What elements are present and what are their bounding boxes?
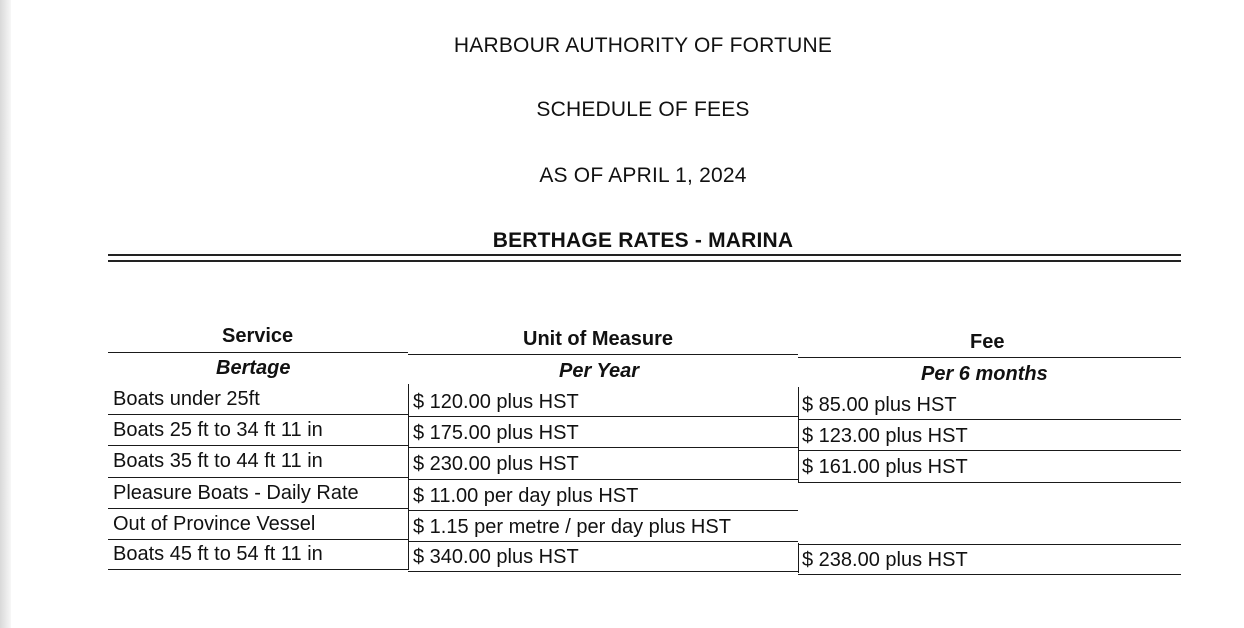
per-year-cell: $ 175.00 plus HST — [413, 422, 579, 444]
row-rule — [798, 482, 1181, 483]
row-rule — [798, 419, 1181, 420]
per-year-cell: $ 1.15 per metre / per day plus HST — [413, 516, 731, 538]
row-rule — [408, 416, 798, 417]
row-rule — [408, 541, 798, 542]
column-border — [408, 384, 409, 570]
row-rule — [408, 479, 798, 480]
schedule-title: SCHEDULE OF FEES — [536, 98, 750, 121]
row-rule — [108, 539, 408, 540]
per-year-cell: $ 11.00 per day plus HST — [413, 485, 639, 507]
subheader-per-6-months: Per 6 months — [921, 363, 1048, 385]
organization-title: HARBOUR AUTHORITY OF FORTUNE — [453, 34, 833, 57]
row-rule — [408, 447, 798, 448]
section-divider-top — [108, 254, 1181, 256]
header-rule — [798, 357, 1181, 358]
service-cell: Boats 45 ft to 54 ft 11 in — [113, 543, 323, 565]
subheader-per-year: Per Year — [559, 360, 640, 382]
per-year-cell: $ 120.00 plus HST — [413, 391, 579, 413]
service-cell: Out of Province Vessel — [113, 513, 316, 535]
service-cell: Boats under 25ft — [113, 388, 260, 410]
per-6-months-cell: $ 161.00 plus HST — [802, 456, 968, 478]
column-border — [798, 387, 799, 483]
row-rule — [798, 450, 1181, 451]
service-cell: Boats 25 ft to 34 ft 11 in — [113, 419, 323, 441]
per-6-months-cell: $ 85.00 plus HST — [802, 394, 957, 416]
per-year-cell: $ 230.00 plus HST — [413, 453, 579, 475]
section-title: BERTHAGE RATES - MARINA — [492, 229, 794, 252]
header-rule — [108, 352, 408, 353]
effective-date: AS OF APRIL 1, 2024 — [539, 164, 747, 187]
row-rule — [108, 569, 408, 570]
per-6-months-cell: $ 123.00 plus HST — [802, 425, 968, 447]
service-cell: Boats 35 ft to 44 ft 11 in — [113, 450, 323, 472]
row-rule — [108, 445, 408, 446]
column-header-service: Service — [222, 325, 294, 347]
row-rule — [798, 544, 1181, 545]
per-6-months-cell: $ 238.00 plus HST — [802, 549, 968, 571]
column-header-unit: Unit of Measure — [523, 328, 674, 350]
row-rule — [108, 508, 408, 509]
column-border — [798, 543, 799, 573]
row-rule — [798, 574, 1181, 575]
page-edge-shadow — [0, 0, 11, 628]
row-rule — [108, 414, 408, 415]
row-rule — [108, 477, 408, 478]
row-rule — [408, 510, 798, 511]
service-cell: Pleasure Boats - Daily Rate — [113, 482, 359, 504]
column-header-fee: Fee — [970, 331, 1005, 353]
header-rule — [408, 354, 798, 355]
section-divider-bottom — [108, 260, 1181, 262]
row-rule — [408, 571, 798, 572]
subheader-bertage: Bertage — [216, 357, 291, 379]
per-year-cell: $ 340.00 plus HST — [413, 546, 579, 568]
